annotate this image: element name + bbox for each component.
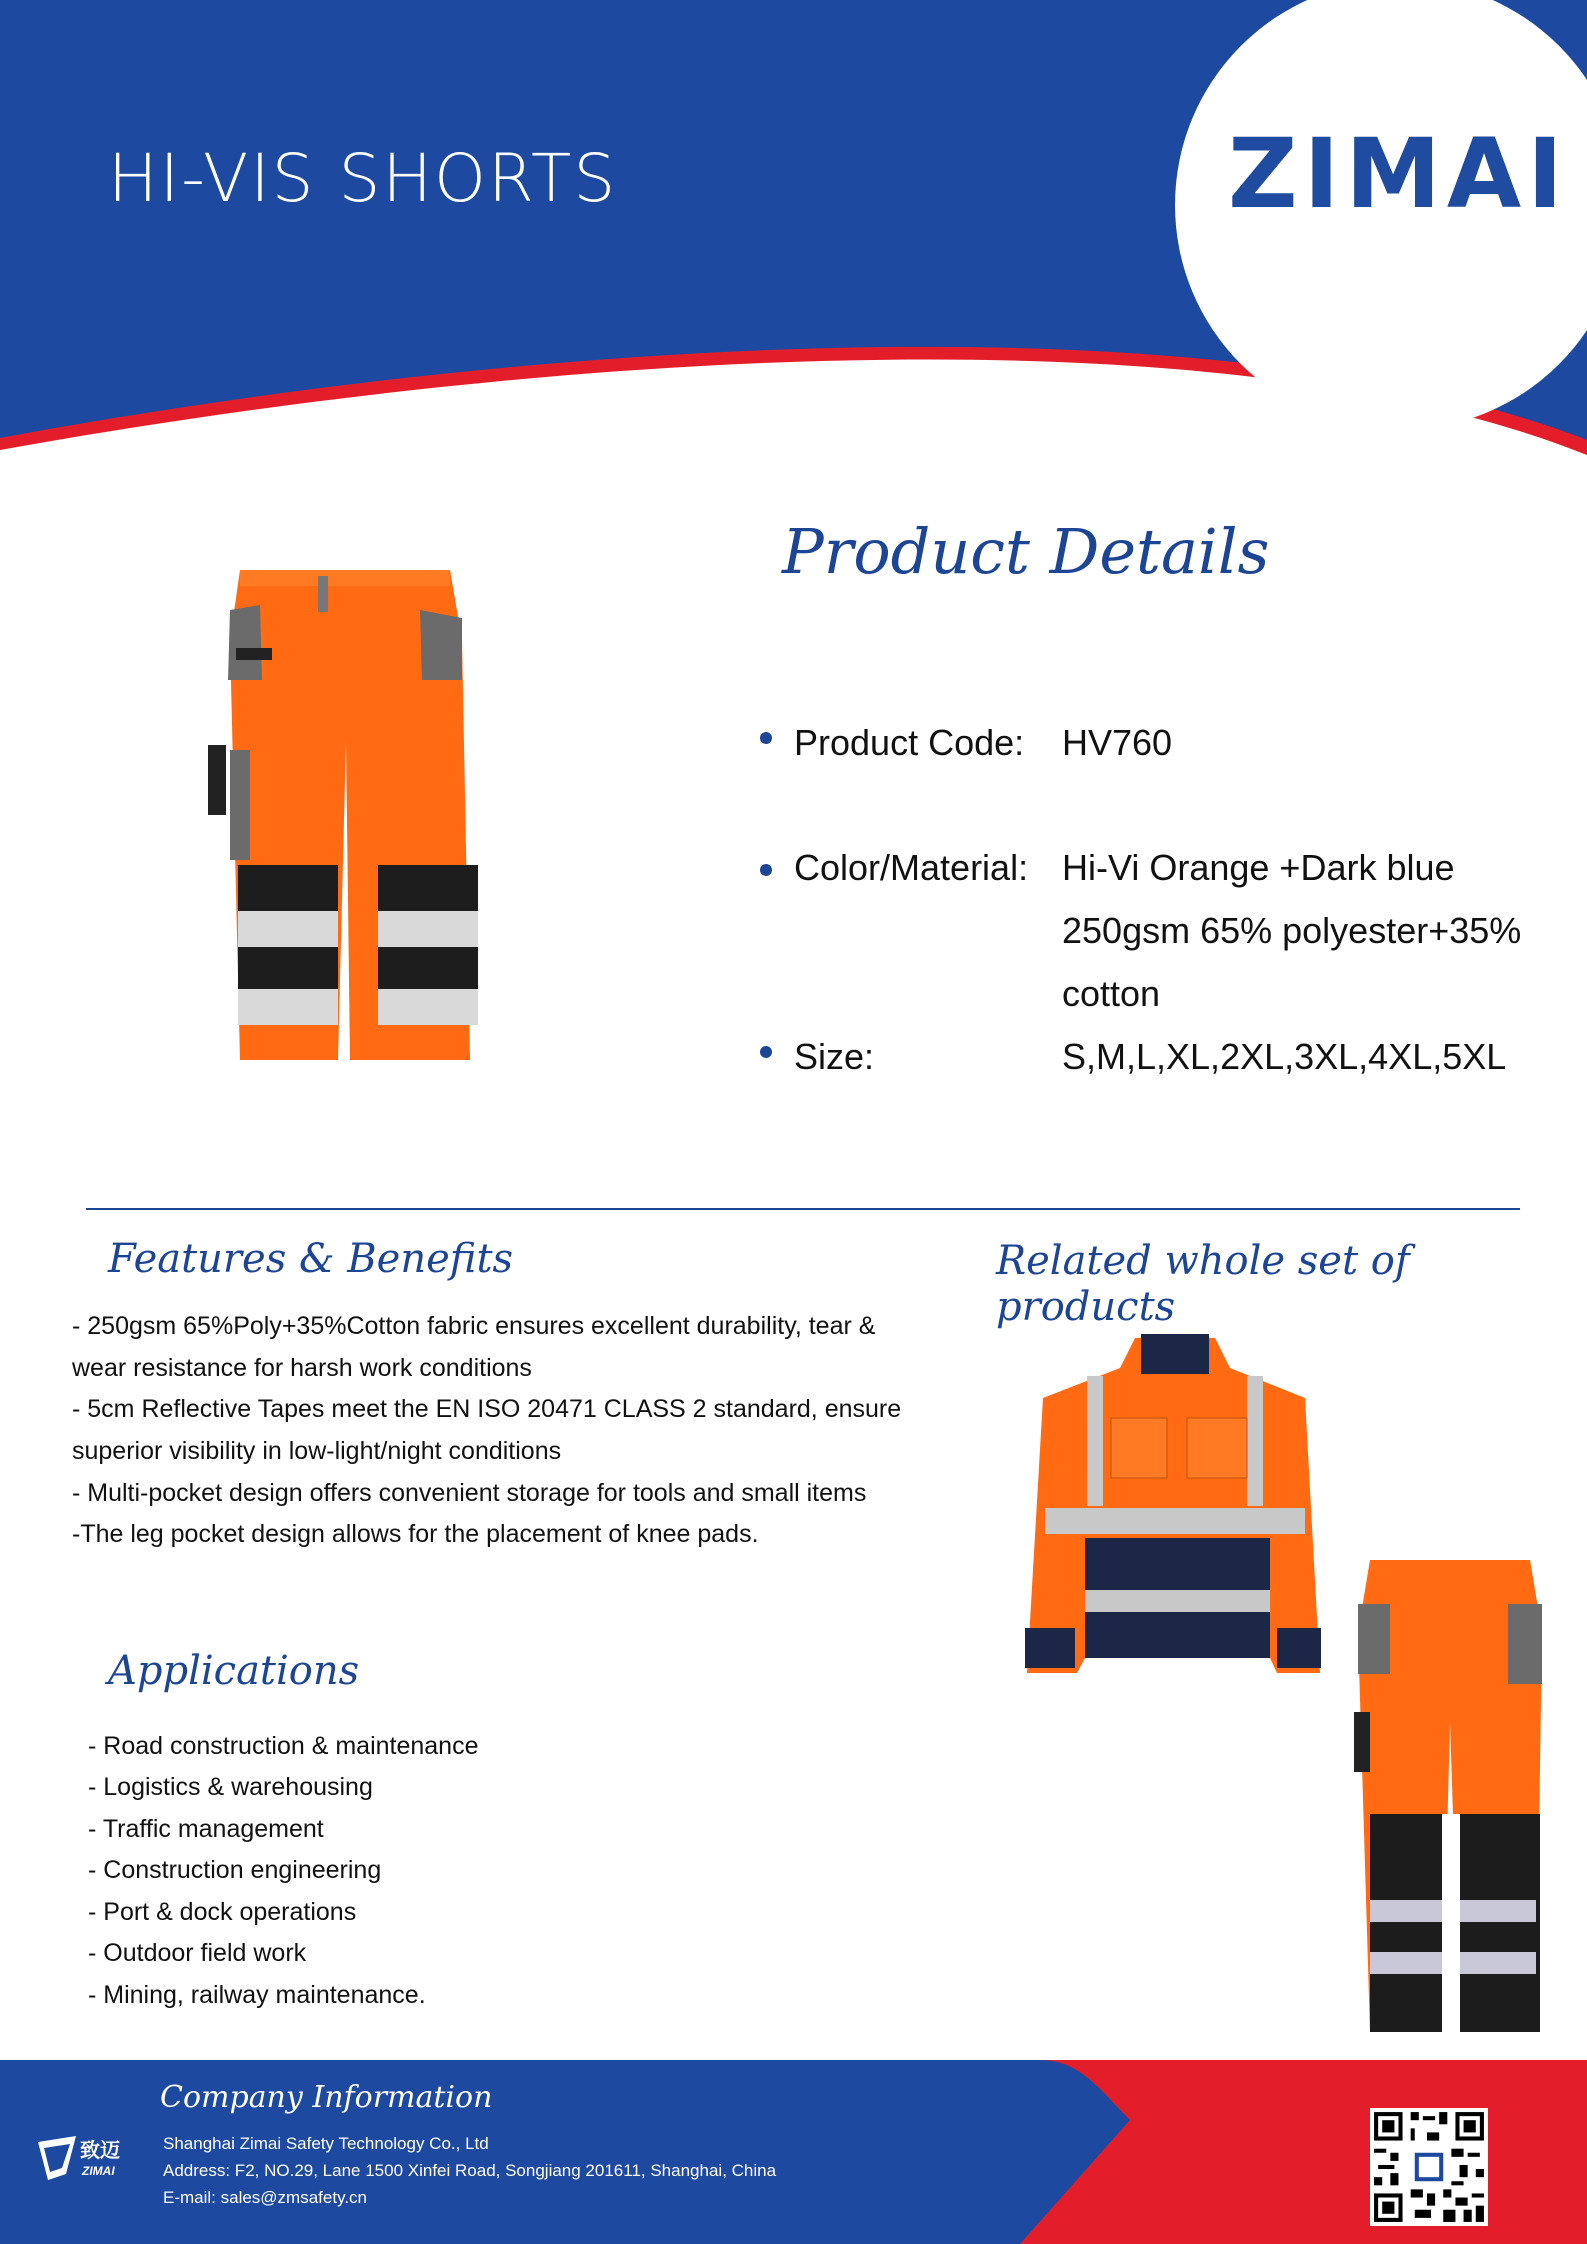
application-item: - Traffic management (88, 1815, 324, 1843)
footer-logo-cn: 致迈 (80, 2138, 120, 2162)
feature-line: superior visibility in low-light/night conditions (72, 1437, 562, 1465)
size-label: Size: (794, 1036, 875, 1077)
color-material-value: 250gsm 65% polyester+35% (1062, 910, 1522, 951)
product-code-value: HV760 (1062, 722, 1173, 763)
color-material-value: Hi-Vi Orange +Dark blue (1062, 847, 1455, 888)
feature-line: wear resistance for harsh work conditions (72, 1354, 532, 1382)
bullet-icon (760, 732, 772, 744)
page-title: HI-VIS SHORTS (108, 140, 618, 217)
related-image-pants (1350, 1552, 1550, 2040)
feature-line: -The leg pocket design allows for the placement of knee pads. (72, 1520, 759, 1548)
company-info-heading: Company Information (160, 2080, 493, 2115)
brand-logo: ZIMAI (1228, 118, 1569, 230)
section-divider (86, 1208, 1520, 1210)
header-banner (0, 0, 1587, 470)
footer-logo-en: ZIMAI (82, 2164, 115, 2178)
footer-logo (36, 2130, 136, 2186)
company-address: Address: F2, NO.29, Lane 1500 Xinfei Road, Songjiang 201611, Shanghai, China (163, 2161, 777, 2180)
color-material-label: Color/Material: (794, 847, 1029, 888)
application-item: - Port & dock operations (88, 1898, 357, 1926)
qr-code (1370, 2108, 1488, 2226)
feature-line: - 250gsm 65%Poly+35%Cotton fabric ensures excellent durability, tear & (72, 1312, 876, 1340)
bullet-icon (760, 864, 772, 876)
product-code-label: Product Code: (794, 722, 1025, 763)
application-item: - Outdoor field work (88, 1939, 307, 1967)
product-image-shorts (200, 560, 500, 1080)
company-email: E-mail: sales@zmsafety.cn (163, 2188, 367, 2207)
application-item: - Mining, railway maintenance. (88, 1981, 426, 2009)
related-image-jacket (1015, 1328, 1335, 1693)
size-value: S,M,L,XL,2XL,3XL,4XL,5XL (1062, 1036, 1507, 1077)
bullet-icon (760, 1046, 772, 1058)
related-products-heading: Related whole set of products (996, 1238, 1410, 1330)
features-heading: Features & Benefits (108, 1236, 514, 1282)
application-item: - Construction engineering (88, 1856, 382, 1884)
feature-line: - 5cm Reflective Tapes meet the EN ISO 20471 CLASS 2 standard, ensure (72, 1395, 902, 1423)
application-item: - Logistics & warehousing (88, 1773, 373, 1801)
application-item: - Road construction & maintenance (88, 1732, 479, 1760)
shield-icon (36, 2134, 78, 2182)
product-details-heading: Product Details (782, 515, 1270, 588)
feature-line: - Multi-pocket design offers convenient storage for tools and small items (72, 1479, 867, 1507)
company-name: Shanghai Zimai Safety Technology Co., Ltd (163, 2134, 489, 2153)
color-material-value: cotton (1062, 973, 1161, 1014)
applications-heading: Applications (108, 1648, 360, 1694)
